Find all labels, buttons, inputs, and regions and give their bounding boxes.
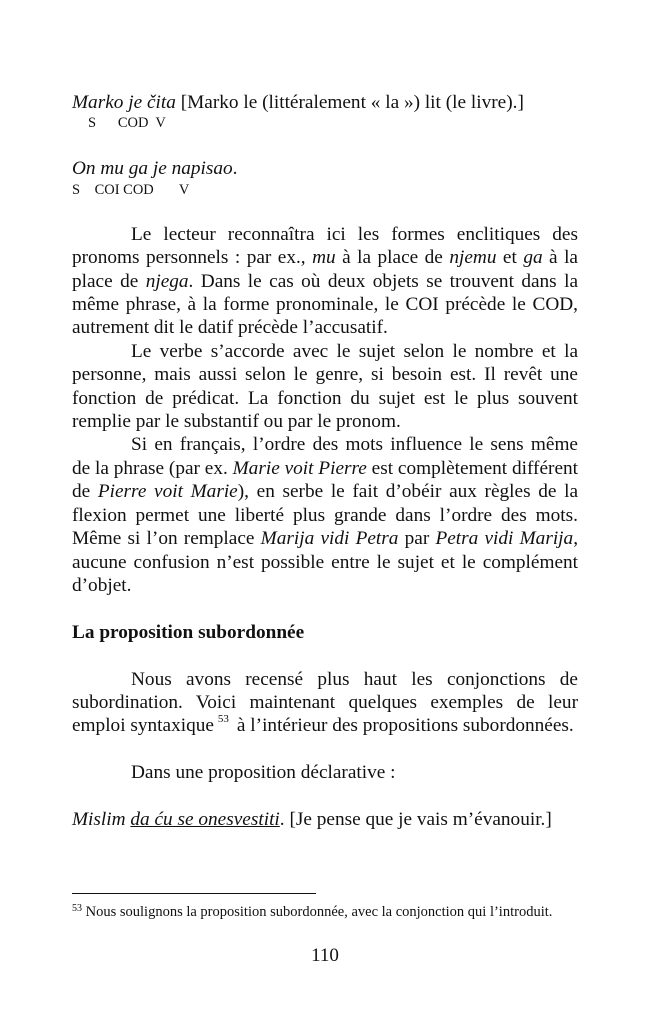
serbian-example-text: Marko je čita	[72, 92, 176, 113]
page-number: 110	[311, 945, 339, 966]
example-sentence-3	[72, 808, 578, 831]
spacer	[72, 738, 578, 761]
footnote	[72, 902, 578, 923]
text-run: à la place de	[72, 247, 578, 292]
spacer	[72, 785, 578, 808]
italic-term: njemu	[449, 247, 497, 269]
text-run: Le lecteur reconnaîtra ici les formes enclitiques des pronoms personnels : par ex.,	[72, 223, 578, 269]
italic-term: Petra vidi Marija	[435, 528, 574, 550]
footnote-reference[interactable]: 53	[217, 713, 229, 726]
example-sentence-1	[72, 91, 578, 114]
footnote-text: Nous soulignons la proposition subordonnée, avec la conjonction qui l’introduit.	[82, 904, 553, 920]
text-run: par	[398, 528, 436, 550]
paragraph-subordination	[72, 668, 578, 738]
italic-term: njega	[145, 270, 189, 292]
text-run: à l’intérieur des propositions subordonnées.	[236, 715, 574, 737]
text-run: Nous avons recensé plus haut les conjonctions de subordination. Voici maintenant quelques exemples de leur emploi syntaxique	[72, 668, 578, 737]
footnote-separator	[72, 893, 316, 894]
paragraph-enclitics	[72, 223, 578, 340]
text-run: ), en serbe le fait d’obéir aux règles de la flexion permet une liberté plus grande dans l’ordre des mots. Même si l’on remplace	[72, 481, 579, 550]
spacer	[72, 644, 578, 667]
italic-term: Marie voit Pierre	[232, 457, 367, 479]
grammar-gloss-2: S COI COD V	[72, 181, 190, 198]
grammar-gloss-1: S COD V	[88, 115, 166, 132]
text-run: et	[496, 247, 524, 269]
serbian-example-text: Mislim	[72, 808, 131, 830]
example-sentence-2	[72, 157, 578, 180]
text-run: à la place de	[335, 247, 450, 269]
example-punctuation: .	[232, 158, 238, 180]
section-heading: La proposition subordonnée	[72, 621, 305, 643]
example-translation: [Marko le (littéralement « la ») lit (le livre).]	[175, 92, 524, 113]
paragraph-verb-agreement: Le verbe s’accorde avec le sujet selon le nombre et la personne, mais aussi selon le genre, si besoin est. Il revêt une fonction de prédicat. La fonction du sujet est le plus souvent remplie par le substantif ou par le pronom.	[72, 340, 578, 433]
page-content	[72, 91, 578, 831]
paragraph-word-order	[72, 433, 578, 597]
footnote-number: 53	[72, 903, 82, 914]
spacer	[72, 132, 578, 157]
text-run: , aucune confusion n’est possible entre le sujet et le complément d’objet.	[72, 528, 579, 596]
example-translation: . [Je pense que je vais m’évanouir.]	[279, 808, 552, 830]
italic-term: Marija vidi Petra	[260, 528, 399, 550]
italic-term: mu	[312, 247, 336, 269]
spacer	[72, 597, 578, 620]
italic-term: Pierre voit Marie	[97, 481, 238, 503]
underlined-subordinate-clause: da ću se onesvestiti	[130, 808, 280, 830]
spacer	[72, 199, 578, 223]
text-run: est complètement différent de	[72, 457, 578, 503]
paragraph-declarative: Dans une proposition déclarative :	[131, 762, 396, 784]
text-run: . Dans le cas où deux objets se trouvent dans la même phrase, à la forme pronominale, le COI précède le COD, autrement dit le datif précède l’accusatif.	[72, 270, 579, 339]
italic-term: ga	[523, 247, 543, 269]
text-run: Si en français, l’ordre des mots influence le sens même de la phrase (par ex.	[72, 434, 578, 479]
serbian-example-text: On mu ga je napisao	[72, 158, 233, 180]
